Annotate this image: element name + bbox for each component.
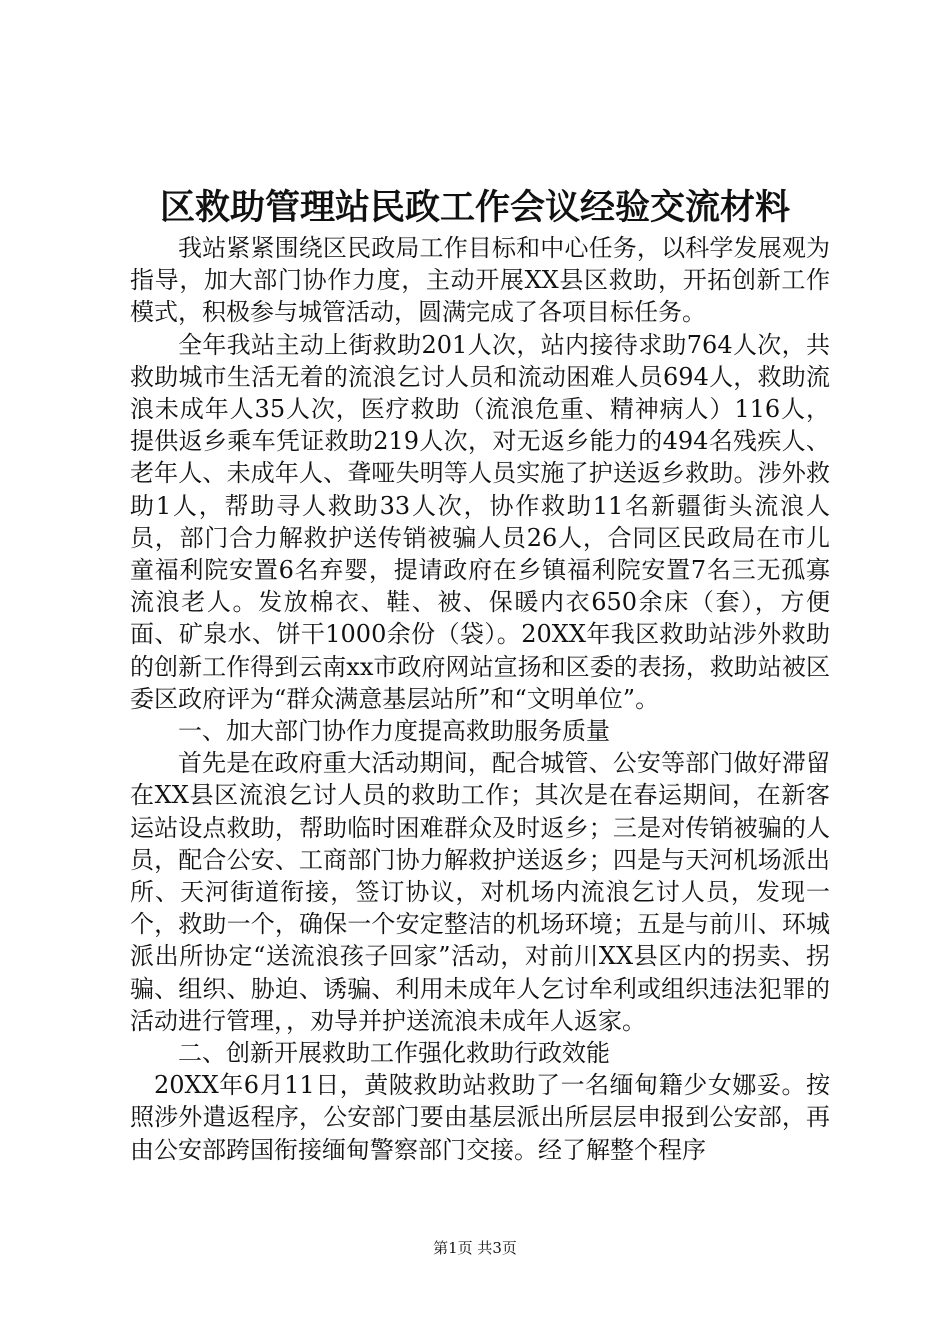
section-heading-1: 一、加大部门协作力度提高救助服务质量 — [178, 717, 610, 746]
paragraph-annual-summary: 全年我站主动上街救助201人次，站内接待求助764人次，共救助城市生活无着的流浪乞讨人员和流动困难人员694人，救助流浪未成年人35人次，医疗救助（流浪危重、精神病人）116人，提供返乡乘车凭证救助219人次，对无返乡能力的494名残疾人、老年人、未成年人、聋哑失明等人员实施了护送返乡救助。涉外救助1人，帮助寻人救助33人次，协作救助11名新疆街头流浪人员，部门合力解救护送传销被骗人员26人，合同区民政局在市儿童福利院安置6名弃婴，提请政府在乡镇福利院安置7名三无孤寡流浪老人。发放棉衣、鞋、被、保暖内衣650余床（套），方便面、矿泉水、饼干1000余份（袋）。20XX年我区救助站涉外救助的创新工作得到云南xx市政府网站宣扬和区委的表扬，救助站被区委区政府评为“群众满意基层站所”和“文明单位”。 — [130, 330, 830, 713]
document-title: 区救助管理站民政工作会议经验交流材料 — [159, 187, 790, 228]
page-number-footer: 第1页 共3页 — [433, 1239, 517, 1257]
document-body — [130, 232, 830, 1166]
section-heading-2: 二、创新开展救助工作强化救助行政效能 — [178, 1039, 610, 1068]
paragraph-section-2: 20XX年6月11日，黄陂救助站救助了一名缅甸籍少女娜妥。按照涉外遣返程序，公安部门要由基层派出所层层申报到公安部，再由公安部跨国衔接缅甸警察部门交接。经了解整个程序 — [130, 1071, 830, 1164]
paragraph-intro: 我站紧紧围绕区民政局工作目标和中心任务，以科学发展观为指导，加大部门协作力度，主动开展XX县区救助，开拓创新工作模式，积极参与城管活动，圆满完成了各项目标任务。 — [130, 234, 830, 327]
paragraph-section-1: 首先是在政府重大活动期间，配合城管、公安等部门做好滞留在XX县区流浪乞讨人员的救助工作；其次是在春运期间，在新客运站设点救助，帮助临时困难群众及时返乡；三是对传销被骗的人员，配合公安、工商部门协力解救护送返乡；四是与天河机场派出所、天河街道衔接，签订协议，对机场内流浪乞讨人员，发现一个，救助一个，确保一个安定整洁的机场环境；五是与前川、环城派出所协定“送流浪孩子回家”活动，对前川XX县区内的拐卖、拐骗、组织、胁迫、诱骗、利用未成年人乞讨牟利或组织违法犯罪的活动进行管理，，劝导并护送流浪未成年人返家。 — [130, 749, 830, 1035]
